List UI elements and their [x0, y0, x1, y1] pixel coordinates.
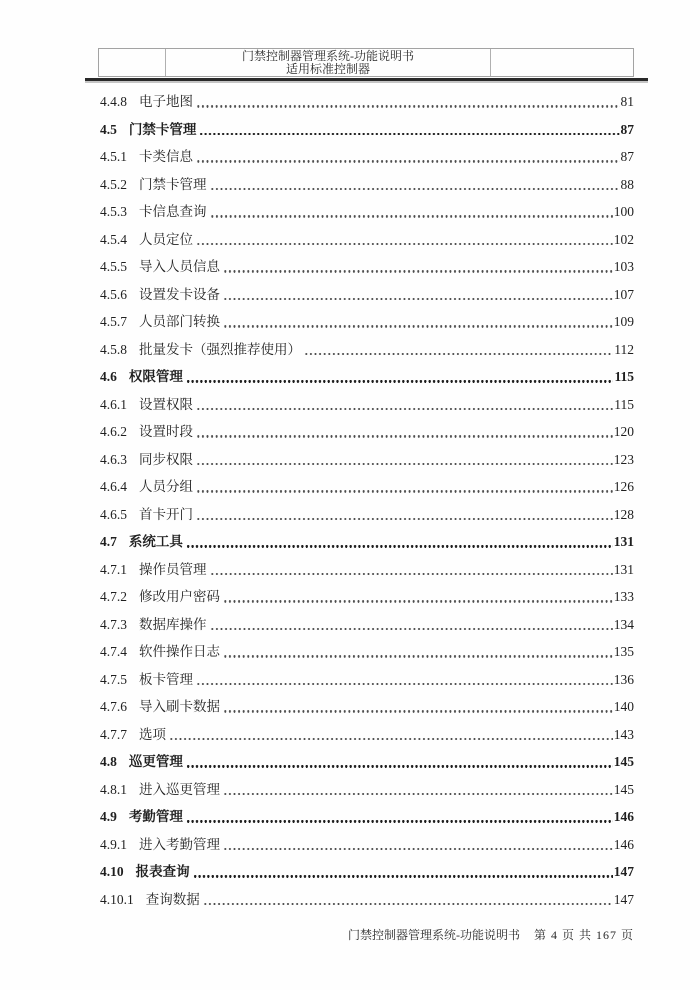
- toc-entry-number: 4.7.3: [100, 616, 127, 632]
- toc-entry-title: 软件操作日志: [139, 644, 220, 659]
- toc-entry-number: 4.6.3: [100, 451, 127, 467]
- toc-dot-leader: [223, 325, 613, 327]
- toc-dot-leader: [210, 628, 613, 630]
- toc-entry-number: 4.5.7: [100, 314, 127, 329]
- toc-entry-title: 操作员管理: [139, 561, 207, 577]
- toc-entry-page-number: 131: [613, 561, 634, 577]
- toc-entry-page-number: 107: [613, 286, 634, 302]
- toc-entry: [100, 446, 634, 474]
- toc-entry: [100, 748, 634, 776]
- toc-entry: [100, 611, 634, 639]
- toc-dot-leader: [223, 600, 613, 602]
- toc-dot-leader: [223, 298, 613, 300]
- toc-entry-number: 4.5.3: [100, 204, 127, 219]
- toc-entry-title: 设置发卡设备: [139, 286, 220, 302]
- toc-dot-leader: [196, 463, 613, 465]
- toc-entry: [100, 886, 634, 914]
- toc-entry-title: 电子地图: [139, 94, 193, 109]
- toc-dot-leader: [196, 160, 620, 162]
- toc-entry-title: 首卡开门: [139, 506, 193, 522]
- toc-entry: [100, 831, 634, 859]
- toc-entry-number: 4.6.2: [100, 424, 127, 439]
- toc-dot-leader: [196, 408, 613, 410]
- header-cell-left: [99, 49, 166, 76]
- toc-entry-title: 人员分组: [139, 479, 193, 494]
- toc-entry-page-number: 115: [614, 396, 634, 412]
- toc-entry-page-number: 145: [613, 754, 634, 769]
- toc-entry: [100, 638, 634, 666]
- toc-entry-number: 4.5.2: [100, 176, 127, 192]
- toc-entry-number: 4.6.5: [100, 506, 127, 522]
- header-title-line1: 门禁控制器管理系统-功能说明书: [242, 48, 414, 63]
- toc-entry: [100, 556, 634, 584]
- toc-entry-number: 4.9: [100, 809, 117, 824]
- toc-entry-page-number: 112: [614, 341, 634, 357]
- toc-entry-number: 4.9.1: [100, 836, 127, 852]
- toc-entry: [100, 721, 634, 749]
- toc-entry-page-number: 109: [613, 314, 634, 329]
- toc-entry-number: 4.7: [100, 534, 117, 549]
- toc-entry-number: 4.10: [100, 864, 124, 879]
- toc-entry-number: 4.7.5: [100, 671, 127, 687]
- toc-entry-number: 4.8.1: [100, 781, 127, 797]
- toc-dot-leader: [186, 545, 613, 547]
- toc-entry: [100, 528, 634, 556]
- toc-entry-title: 导入人员信息: [139, 259, 220, 274]
- toc-entry-page-number: 131: [613, 534, 634, 549]
- toc-entry: [100, 693, 634, 721]
- toc-entry-title: 巡更管理: [128, 754, 183, 769]
- toc-dot-leader: [210, 188, 620, 190]
- toc-dot-leader: [193, 875, 613, 877]
- toc-entry-title: 权限管理: [128, 369, 183, 384]
- toc-dot-leader: [186, 765, 613, 767]
- toc-entry-number: 4.7.2: [100, 589, 127, 604]
- table-of-contents: [100, 88, 634, 913]
- toc-entry: [100, 171, 634, 199]
- toc-dot-leader: [203, 903, 613, 905]
- toc-entry-number: 4.5.6: [100, 286, 127, 302]
- toc-entry-page-number: 120: [613, 424, 634, 439]
- toc-entry-page-number: 100: [613, 204, 634, 219]
- toc-entry-page-number: 145: [613, 781, 634, 797]
- toc-entry-title: 进入考勤管理: [139, 836, 220, 852]
- toc-entry-page-number: 123: [613, 451, 634, 467]
- toc-entry-number: 4.5.4: [100, 231, 127, 247]
- toc-entry-page-number: 102: [613, 231, 634, 247]
- toc-entry-page-number: 87: [620, 121, 634, 137]
- toc-entry-number: 4.5.5: [100, 259, 127, 274]
- toc-entry: [100, 116, 634, 144]
- toc-entry-number: 4.6.4: [100, 479, 127, 494]
- toc-entry: [100, 198, 634, 226]
- toc-dot-leader: [223, 848, 613, 850]
- toc-dot-leader: [223, 710, 613, 712]
- toc-entry-number: 4.7.4: [100, 644, 127, 659]
- toc-entry: [100, 391, 634, 419]
- toc-entry: [100, 281, 634, 309]
- toc-entry-number: 4.5.1: [100, 149, 127, 164]
- toc-entry: [100, 143, 634, 171]
- toc-entry-number: 4.10.1: [100, 891, 134, 907]
- toc-entry-title: 报表查询: [135, 864, 190, 879]
- toc-entry-title: 修改用户密码: [139, 589, 220, 604]
- toc-dot-leader: [186, 380, 614, 382]
- toc-entry-title: 设置时段: [139, 424, 193, 439]
- toc-entry-title: 卡信息查询: [139, 204, 207, 219]
- toc-dot-leader: [186, 820, 613, 822]
- toc-dot-leader: [223, 655, 613, 657]
- toc-entry-number: 4.4.8: [100, 94, 127, 109]
- toc-entry-title: 人员定位: [139, 231, 193, 247]
- toc-entry-title: 卡类信息: [139, 149, 193, 164]
- footer-page-info: 第 4 页 共 167 页: [533, 928, 634, 942]
- page-footer: [348, 926, 634, 943]
- toc-entry-title: 人员部门转换: [139, 314, 220, 329]
- toc-entry: [100, 336, 634, 364]
- page-header-table: [98, 48, 634, 77]
- toc-entry-number: 4.7.7: [100, 726, 127, 742]
- toc-entry-page-number: 81: [620, 94, 634, 109]
- toc-entry-title: 选项: [139, 726, 166, 742]
- toc-dot-leader: [223, 793, 613, 795]
- toc-entry: [100, 418, 634, 446]
- toc-entry-title: 导入刷卡数据: [139, 699, 220, 714]
- toc-entry-title: 设置权限: [139, 396, 193, 412]
- header-cell-right: [491, 49, 633, 76]
- toc-entry: [100, 473, 634, 501]
- toc-dot-leader: [196, 683, 613, 685]
- toc-entry-title: 考勤管理: [128, 809, 183, 824]
- toc-entry-title: 查询数据: [145, 891, 200, 907]
- header-cell-center: [166, 49, 491, 76]
- toc-entry-title: 数据库操作: [139, 616, 207, 632]
- toc-entry: [100, 308, 634, 336]
- header-title-line2: 适用标准控制器: [285, 61, 370, 76]
- toc-dot-leader: [196, 105, 620, 107]
- toc-entry: [100, 363, 634, 391]
- toc-entry-title: 进入巡更管理: [139, 781, 220, 797]
- toc-entry-page-number: 115: [614, 369, 634, 384]
- toc-entry-number: 4.6.1: [100, 396, 127, 412]
- toc-entry-page-number: 136: [613, 671, 634, 687]
- toc-entry: [100, 88, 634, 116]
- toc-entry-title: 板卡管理: [139, 671, 193, 687]
- toc-entry-page-number: 147: [613, 891, 634, 907]
- toc-entry-page-number: 88: [620, 176, 634, 192]
- toc-entry-page-number: 134: [613, 616, 634, 632]
- toc-dot-leader: [196, 435, 613, 437]
- header-divider: [85, 78, 648, 81]
- toc-entry-page-number: 143: [613, 726, 634, 742]
- toc-entry-page-number: 133: [613, 589, 634, 604]
- toc-entry-page-number: 126: [613, 479, 634, 494]
- toc-dot-leader: [196, 243, 613, 245]
- toc-entry: [100, 858, 634, 886]
- toc-entry-title: 同步权限: [139, 451, 193, 467]
- toc-entry-title: 批量发卡（强烈推荐使用）: [139, 341, 301, 357]
- toc-entry: [100, 666, 634, 694]
- toc-dot-leader: [196, 490, 613, 492]
- toc-entry-page-number: 103: [613, 259, 634, 274]
- toc-entry: [100, 226, 634, 254]
- toc-entry-title: 系统工具: [128, 534, 183, 549]
- toc-entry: [100, 803, 634, 831]
- toc-entry-number: 4.5.8: [100, 341, 127, 357]
- toc-entry-number: 4.6: [100, 369, 117, 384]
- toc-dot-leader: [196, 518, 613, 520]
- toc-dot-leader: [210, 215, 613, 217]
- footer-doc-title: 门禁控制器管理系统-功能说明书: [347, 928, 520, 942]
- toc-entry-title: 门禁卡管理: [128, 121, 197, 137]
- toc-entry: [100, 583, 634, 611]
- toc-entry-title: 门禁卡管理: [139, 176, 207, 192]
- toc-dot-leader: [199, 133, 619, 135]
- toc-dot-leader: [169, 738, 613, 740]
- toc-dot-leader: [223, 270, 613, 272]
- toc-entry-page-number: 135: [613, 644, 634, 659]
- toc-entry-page-number: 146: [613, 809, 634, 824]
- toc-entry: [100, 501, 634, 529]
- toc-entry: [100, 253, 634, 281]
- toc-entry-page-number: 128: [613, 506, 634, 522]
- toc-dot-leader: [304, 353, 613, 355]
- toc-dot-leader: [210, 573, 613, 575]
- toc-entry-number: 4.7.6: [100, 699, 127, 714]
- toc-entry: [100, 776, 634, 804]
- toc-entry-number: 4.5: [100, 121, 117, 137]
- toc-entry-page-number: 146: [613, 836, 634, 852]
- toc-entry-page-number: 140: [613, 699, 634, 714]
- toc-entry-number: 4.7.1: [100, 561, 127, 577]
- toc-entry-number: 4.8: [100, 754, 117, 769]
- toc-entry-page-number: 147: [613, 864, 634, 879]
- toc-entry-page-number: 87: [620, 149, 634, 164]
